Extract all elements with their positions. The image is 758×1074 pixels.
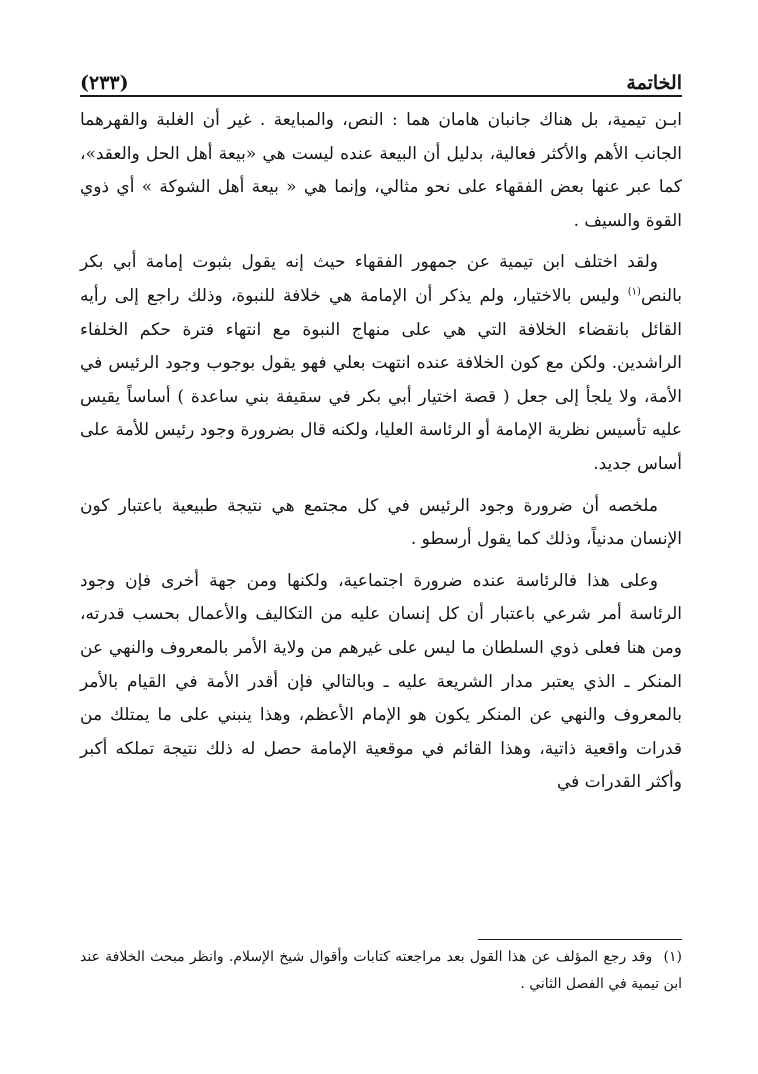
paragraph: ولقد اختلف ابن تيمية عن جمهور الفقهاء حيث إنه يقول بثبوت إمامة أبي بكر بالنص$^{(١)}$ وليس بالاختيار، ولم يذكر أن الإمامة هي خلافة للنبوة، وذلك راجع إلى رأيه القائل بانقضاء الخلافة التي هي على منهاج النبوة مع انتهاء فترة حكم الخلفاء الراشدين. ولكن مع كون الخلافة عنده انتهت بعلي فهو يقول بوجوب وجود الرئيس في الأمة، ولا يلجأ إلى جعل ( قصة اختيار أبي بكر في سقيفة بني ساعدة ) أساساً يقيس عليه تأسيس نظرية الإمامة أو الرئاسة العليا، ولكنه قال بضرورة وجود رئيس للأمة على أساس جديد. — [80, 252, 682, 474]
body-text — [80, 104, 682, 808]
paragraph: ملخصه أن ضرورة وجود الرئيس في كل مجتمع هي نتيجة طبيعية باعتبار كون الإنسان مدنياً، وذلك كما يقول أرسطو . — [80, 495, 682, 550]
chapter-title: الخاتمة — [626, 72, 682, 94]
footnote-text: وقد رجع المؤلف عن هذا القول بعد مراجعته كتابات وأقوال شيخ الإسلام. وانظر مبحث الخلافة عند ابن تيمية في الفصل الثاني . — [80, 949, 682, 992]
footnote-marker: (١) — [663, 949, 682, 965]
footnote-reference: (١) — [627, 286, 641, 298]
header-rule — [80, 95, 682, 97]
footnote — [80, 944, 682, 998]
paragraph: وعلى هذا فالرئاسة عنده ضرورة اجتماعية، ولكنها ومن جهة أخرى فإن وجود الرئاسة أمر شرعي باعتبار أن كل إنسان عليه من التكاليف والأعمال بحسب قدرته، ومن هنا فعلى ذوي السلطان ما ليس على غيرهم من ولاية الأمر بالمعروف والنهي عن المنكر ـ الذي يعتبر مدار الشريعة عليه ـ وبالتالي فإن أقدر الأمة في القيام بالأمر بالمعروف والنهي عن المنكر يكون هو الإمام الأعظم، وهذا ينبني على ما يمتلك من قدرات واقعية ذاتية، وهذا القائم في موقعية الإمامة حصل له ذلك نتيجة تملكه أكبر وأكثر القدرات في — [80, 570, 682, 793]
paragraph: ابـن تيمية، بل هناك جانبان هامان هما : النص، والمبايعة . غير أن الغلبة والقهرهما الجانب الأهم والأكثر فعالية، بدليل أن البيعة عنده ليست هي «بيعة أهل الحل والعقد»، كما عبر عنها بعض الفقهاء على نحو مثالي، وإنما هي « بيعة أهل الشوكة » أي ذوي القوة والسيف . — [80, 110, 682, 231]
running-header — [80, 64, 682, 94]
footnote-rule — [478, 939, 682, 940]
page-number: (٢٣٣) — [80, 72, 129, 94]
scan-speck — [14, 1028, 22, 1034]
